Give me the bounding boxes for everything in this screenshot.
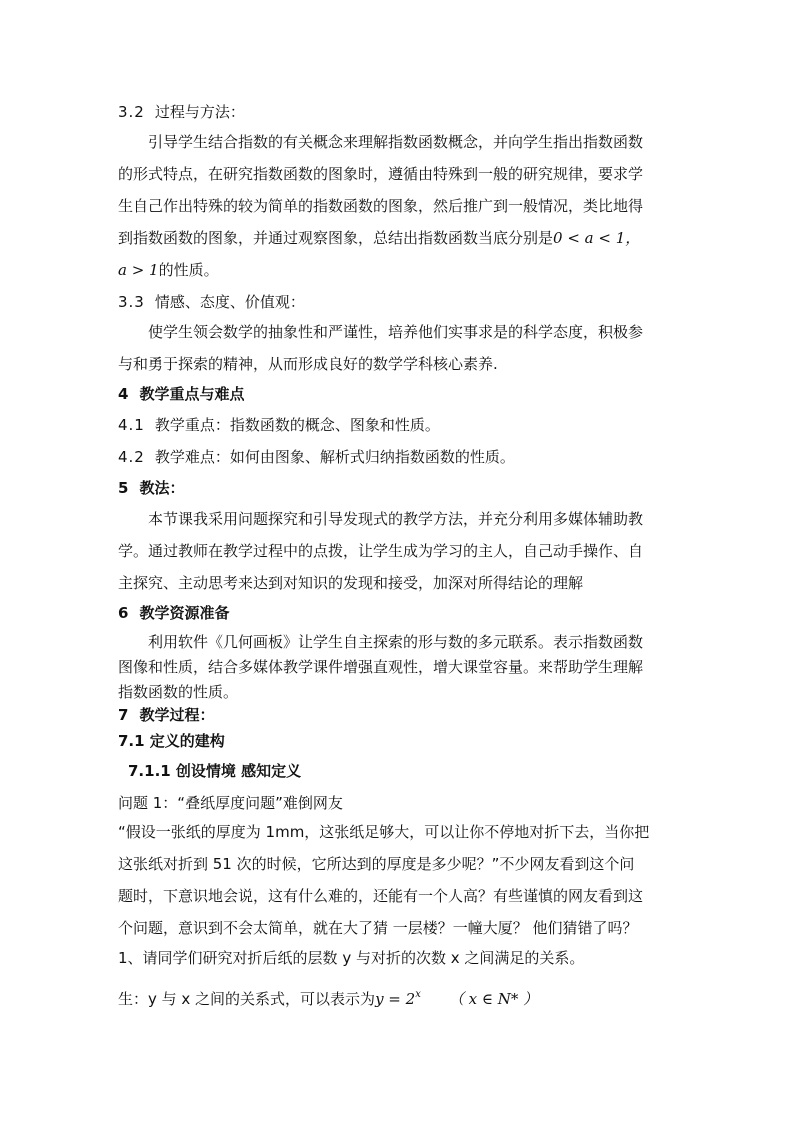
math-superscript: x bbox=[415, 989, 421, 1000]
paragraph-line: 指数函数的性质。 bbox=[118, 683, 239, 701]
section-heading-5 bbox=[118, 478, 184, 498]
section-title: 教学资源准备 bbox=[139, 604, 230, 622]
paragraph-line: 与和勇于探索的精神，从而形成良好的数学学科核心素养. bbox=[118, 355, 498, 373]
paragraph-line bbox=[118, 985, 538, 1009]
paragraph-line: 这张纸对折到 51 次的时候，它所达到的厚度是多少呢？”不少网友看到这个问 bbox=[118, 855, 635, 873]
section-heading-7 bbox=[118, 705, 214, 725]
section-heading-7-1: 7.1 定义的建构 bbox=[118, 732, 225, 750]
paragraph-line bbox=[118, 228, 640, 248]
section-number: 6 bbox=[118, 604, 130, 622]
section-number: 5 bbox=[118, 479, 130, 497]
section-title: 教学过程： bbox=[139, 706, 215, 724]
section-heading-4 bbox=[118, 384, 244, 404]
section-heading-6 bbox=[118, 603, 229, 623]
section-number: 3.3 bbox=[118, 293, 145, 311]
paragraph-text: 生：y 与 x 之间的关系式，可以表示为 bbox=[118, 990, 376, 1008]
section-heading-3-3 bbox=[118, 292, 305, 312]
paragraph-line: 题时，下意识地会说，这有什么难的，还能有一个人高？有些谨慎的网友看到这 bbox=[118, 887, 644, 905]
paragraph-text: 到指数函数的图象，并通过观察图象，总结出指数函数当底分别是 bbox=[118, 229, 554, 247]
section-title: 教学重点：指数函数的概念、图象和性质。 bbox=[154, 416, 440, 434]
section-number: 7 bbox=[118, 706, 130, 724]
section-title: 教学重点与难点 bbox=[139, 385, 245, 403]
section-title: 教学难点：如何由图象、解析式归纳指数函数的性质。 bbox=[154, 448, 515, 466]
paragraph-line: “假设一张纸的厚度为 1mm，这张纸足够大，可以让你不停地对折下去，当你把 bbox=[118, 823, 650, 841]
paragraph-line: 引导学生结合指数的有关概念来理解指数函数概念，并向学生指出指数函数 bbox=[148, 133, 644, 151]
section-heading-3-2 bbox=[118, 102, 245, 122]
section-heading-4-1 bbox=[118, 415, 440, 435]
section-title: 情感、态度、价值观： bbox=[154, 293, 305, 311]
paragraph-line: 的形式特点，在研究指数函数的图象时，遵循由特殊到一般的研究规律，要求学 bbox=[118, 165, 644, 183]
paragraph-line: 主探究、主动思考来达到对知识的发现和接受，加深对所得结论的理解 bbox=[118, 574, 584, 592]
section-heading-4-2 bbox=[118, 447, 515, 467]
math-inline: 0 < a < 1， bbox=[553, 229, 641, 247]
section-title: 过程与方法： bbox=[154, 103, 245, 121]
paragraph-line: 图像和性质，结合多媒体教学课件增强直观性，增大课堂容量。来帮助学生理解 bbox=[118, 658, 644, 676]
paragraph-line: 生自己作出特殊的较为简单的指数函数的图象，然后推广到一般情况，类比地得 bbox=[118, 197, 644, 215]
math-formula: y = 2 bbox=[375, 990, 416, 1008]
math-domain: （ x ∈ N* ） bbox=[448, 990, 539, 1008]
paragraph-text: 的性质。 bbox=[158, 261, 219, 279]
section-title: 教法： bbox=[139, 479, 185, 497]
paragraph-line: 使学生领会数学的抽象性和严谨性，培养他们实事求是的科学态度，积极参 bbox=[148, 323, 644, 341]
math-inline: a > 1 bbox=[118, 261, 159, 279]
section-number: 4.1 bbox=[118, 416, 145, 434]
paragraph-line: 本节课我采用问题探究和引导发现式的教学方法，并充分利用多媒体辅助教 bbox=[148, 510, 644, 528]
section-number: 4 bbox=[118, 385, 130, 403]
paragraph-line: 个问题，意识到不会太简单，就在大了猜 一层楼？一幢大厦？ 他们猜错了吗？ bbox=[118, 919, 638, 937]
paragraph-line: 利用软件《几何画板》让学生自主探索的形与数的多元联系。表示指数函数 bbox=[148, 633, 644, 651]
paragraph-line bbox=[118, 260, 219, 280]
section-heading-7-1-1: 7.1.1 创设情境 感知定义 bbox=[128, 762, 302, 780]
question-heading: 问题 1：“叠纸厚度问题”难倒网友 bbox=[118, 794, 343, 812]
paragraph-line: 1、请同学们研究对折后纸的层数 y 与对折的次数 x 之间满足的关系。 bbox=[118, 949, 585, 967]
section-number: 4.2 bbox=[118, 448, 145, 466]
paragraph-line: 学。通过教师在教学过程中的点拨，让学生成为学习的主人，自己动手操作、自 bbox=[118, 542, 644, 560]
section-number: 3.2 bbox=[118, 103, 145, 121]
